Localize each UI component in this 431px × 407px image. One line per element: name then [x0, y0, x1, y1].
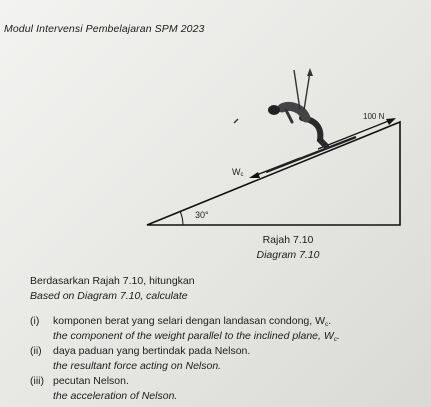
ski — [266, 137, 356, 172]
wc-arrow-head — [249, 172, 260, 178]
part-i-number: (i) — [30, 315, 40, 327]
part-ii-en: the resultant force acting on Nelson. — [53, 360, 222, 372]
part-i-ms — [30, 316, 331, 329]
part-i-en — [30, 331, 340, 344]
angle-label: 30° — [195, 210, 209, 220]
module-header: Modul Intervensi Pembelajaran SPM 2023 — [4, 23, 205, 35]
force-arrow-100n — [318, 120, 391, 149]
part-i-en-sub: c — [333, 336, 338, 343]
skier-head — [268, 105, 280, 115]
part-ii-number: (ii) — [30, 345, 42, 357]
incline-plane — [147, 122, 400, 225]
weight-label-sub: c — [240, 172, 244, 178]
part-iii-en: the acceleration of Nelson. — [53, 390, 178, 402]
weight-label — [232, 168, 244, 178]
part-i-en-end: . — [337, 330, 340, 342]
pole-tip — [307, 68, 313, 76]
skier-arm — [286, 110, 292, 122]
ski-pole-2 — [304, 72, 310, 110]
part-iii-ms-text: pecutan Nelson. — [53, 375, 129, 387]
part-i-ms-text: komponen berat yang selari dengan landasan condong, W — [53, 315, 326, 327]
weight-label-main: W — [232, 167, 241, 177]
stray-mark — [234, 119, 238, 123]
intro-ms: Berdasarkan Rajah 7.10, hitungkan — [30, 275, 195, 287]
part-iii-ms — [30, 376, 129, 387]
part-iii-number: (iii) — [30, 375, 44, 387]
part-ii-ms-text: daya paduan yang bertindak pada Nelson. — [53, 345, 251, 357]
angle-arc — [180, 211, 183, 225]
caption-ms: Rajah 7.10 — [262, 234, 314, 246]
part-i-ms-end: . — [328, 315, 332, 327]
intro-en: Based on Diagram 7.10, calculate — [30, 290, 188, 302]
part-ii-ms — [30, 346, 250, 357]
force-label: 100 N — [363, 112, 385, 121]
caption-en: Diagram 7.10 — [256, 249, 320, 261]
part-i-en-text: the component of the weight parallel to the inclined plane, W — [53, 330, 334, 342]
part-i-ms-sub: c — [325, 321, 329, 328]
